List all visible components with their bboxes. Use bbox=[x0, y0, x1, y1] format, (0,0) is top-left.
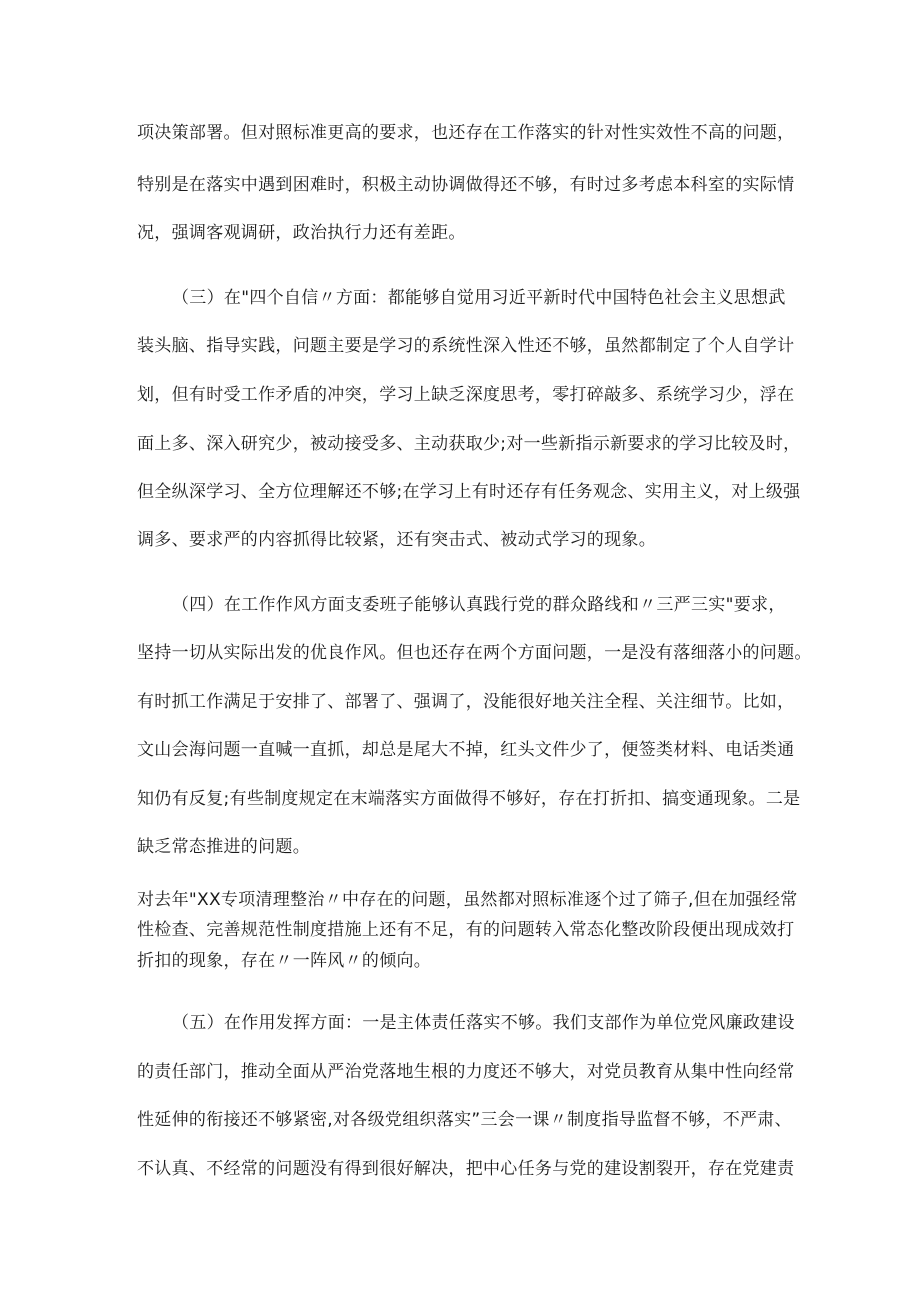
text-line: 知仍有反复;有些制度规定在末端落实方面做得不够好，存在打折扣、搞变通现象。二是 bbox=[137, 789, 801, 809]
text-line: 文山会海问题一直喊一直抓，却总是尾大不掉，红头文件少了，便签类材料、电话类通 bbox=[137, 740, 795, 760]
text-line: 性检查、完善规范性制度措施上还有不足，有的问题转入常态化整改阶段便出现成效打 bbox=[137, 920, 795, 940]
text-line: 不认真、不经常的问题没有得到很好解决，把中心任务与党的建设割裂开，存在党建责 bbox=[137, 1159, 795, 1179]
text-line: 划，但有时受工作矛盾的冲突，学习上缺乏深度思考，零打碎敲多、系统学习少，浮在 bbox=[137, 385, 795, 405]
text-line: 折扣的现象，存在〃一阵风〃的倾向。 bbox=[137, 951, 432, 971]
text-line: 的责任部门，推动全面从严治党落地生根的力度还不够大，对党员教育从集中性向经常 bbox=[137, 1062, 795, 1082]
text-line: 面上多、深入研究少，被动接受多、主动获取少;对一些新指示新要求的学习比较及时， bbox=[137, 434, 801, 454]
paragraph-heading-3: （三）在"四个自信〃方面：都能够自觉用习近平新时代中国特色社会主义思想武 bbox=[172, 288, 786, 308]
text-line: 但全纵深学习、全方位理解还不够;在学习上有时还存有任务观念、实用主义，对上级强 bbox=[137, 482, 801, 502]
paragraph-heading-5: （五）在作用发挥方面：一是主体责任落实不够。我们支部作为单位党风廉政建设 bbox=[172, 1013, 795, 1033]
text-line: 项决策部署。但对照标准更高的要求，也还存在工作落实的针对性实效性不高的问题， bbox=[137, 123, 795, 143]
text-line: 对去年"XX专项清理整治〃中存在的问题，虽然都对照标准逐个过了筛子,但在加强经常 bbox=[137, 890, 798, 910]
text-line: 况，强调客观调研，政治执行力还有差距。 bbox=[137, 223, 466, 243]
paragraph-heading-4: （四）在工作作风方面支委班子能够认真践行党的群众路线和〃三严三实"要求， bbox=[172, 595, 786, 615]
text-line: 特别是在落实中遇到困难时，积极主动协调做得还不够，有时过多考虑本科室的实际情 bbox=[137, 175, 795, 195]
text-line: 坚持一切从实际出发的优良作风。但也还存在两个方面问题，一是没有落细落小的问题。 bbox=[137, 643, 812, 663]
text-line: 缺乏常态推进的问题。 bbox=[137, 837, 310, 857]
text-line: 有时抓工作满足于安排了、部署了、强调了，没能很好地关注全程、关注细节。比如， bbox=[137, 692, 795, 712]
text-line: 调多、要求严的内容抓得比较紧，还有突击式、被动式学习的现象。 bbox=[137, 530, 656, 550]
text-line: 装头脑、指导实践，问题主要是学习的系统性深入性还不够，虽然都制定了个人自学计 bbox=[137, 336, 795, 356]
text-line: 性延伸的衔接还不够紧密,对各级党组织落实”三会一课〃制度指导监督不够，不严肃、 bbox=[137, 1110, 792, 1130]
